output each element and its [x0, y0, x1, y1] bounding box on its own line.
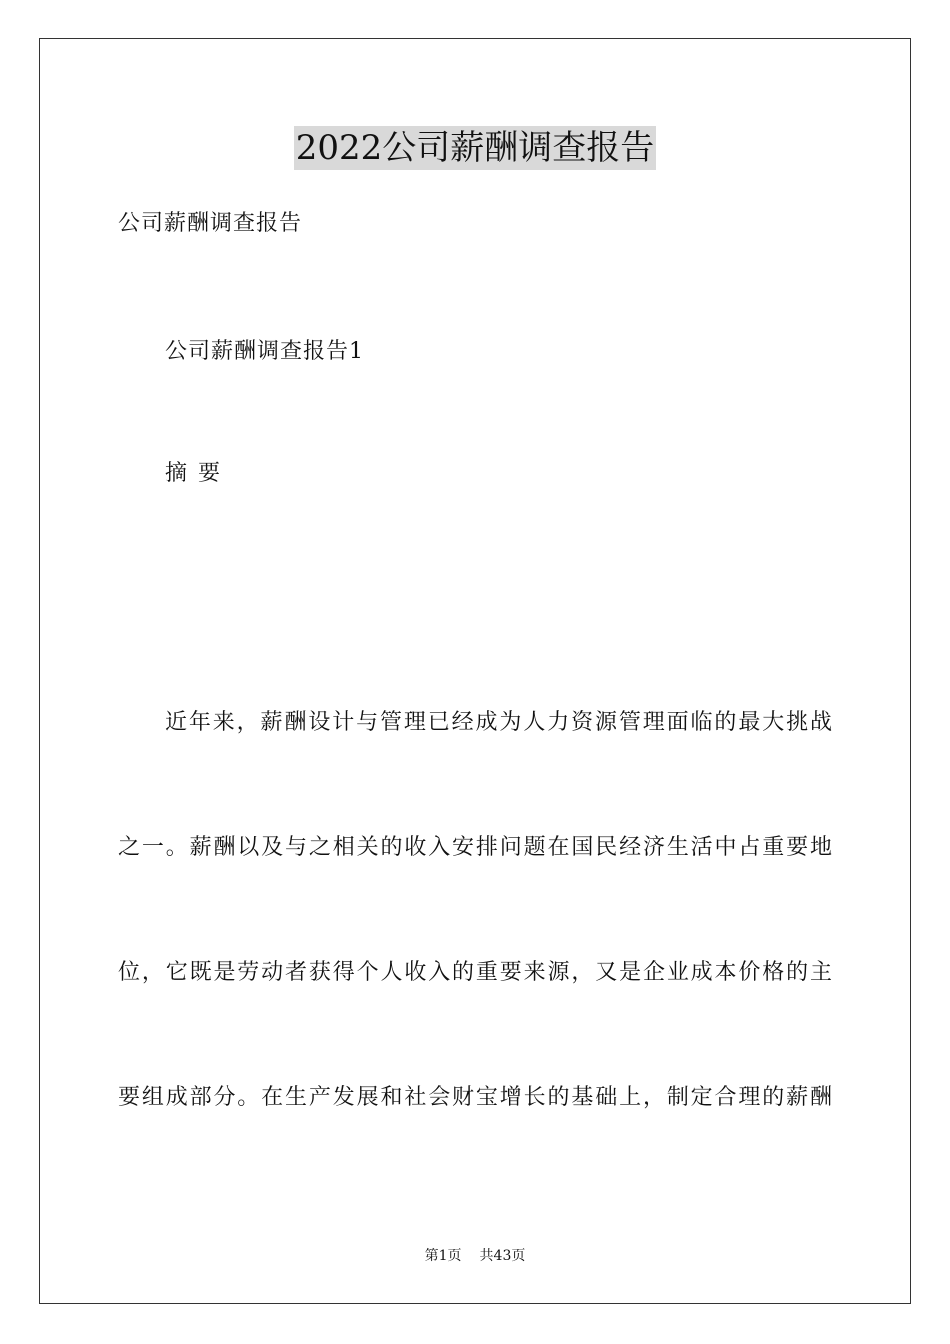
title-container [0, 126, 950, 170]
document-subtitle: 公司薪酬调查报告 [118, 211, 303, 236]
total-pages: 共43页 [479, 1248, 526, 1264]
page-footer [0, 1247, 950, 1265]
body-line-3: 位，它既是劳动者获得个人收入的重要来源，又是企业成本价格的主 [118, 960, 832, 985]
section-heading: 公司薪酬调查报告1 [165, 339, 364, 364]
body-line-1: 近年来，薪酬设计与管理已经成为人力资源管理面临的最大挑战 [165, 710, 832, 735]
abstract-heading: 摘 要 [165, 461, 222, 486]
body-line-4: 要组成部分。在生产发展和社会财宝增长的基础上，制定合理的薪酬 [118, 1085, 832, 1110]
page-number: 第1页 [424, 1248, 462, 1264]
body-line-2: 之一。薪酬以及与之相关的收入安排问题在国民经济生活中占重要地 [118, 835, 832, 860]
document-title: 2022公司薪酬调查报告 [295, 128, 655, 168]
